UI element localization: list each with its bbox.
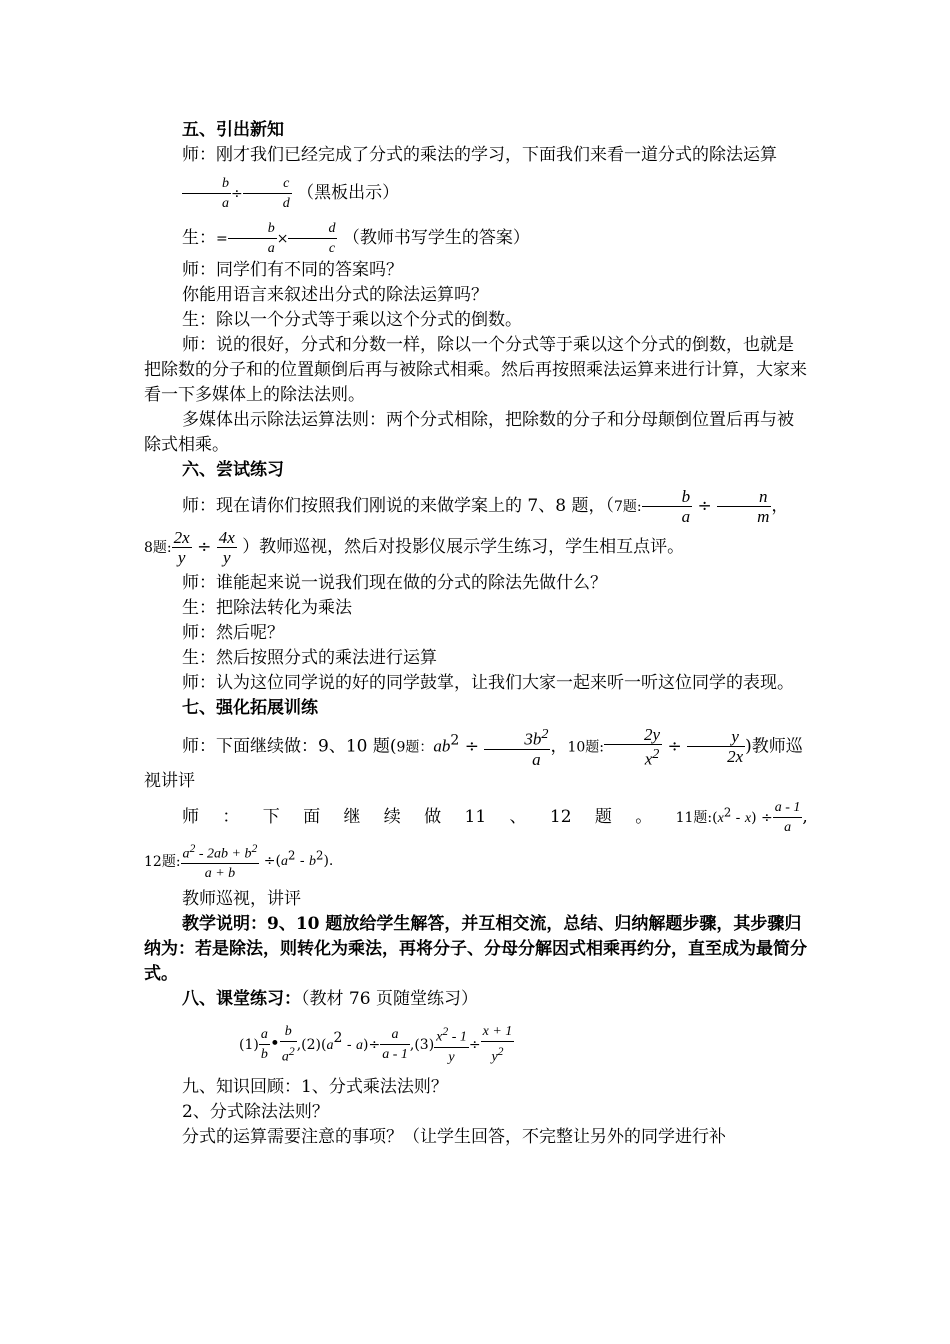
dialog-4: 生：然后按照分式的乘法进行运算 xyxy=(182,648,437,668)
review-3: 分式的运算需要注意的事项？（让学生回答，不完整让另外的同学进行补 xyxy=(182,1126,726,1147)
exercise-11-line: 师 ： 下 面 继 续 做 11 、 12 题 。 11题$:(x^2 - x)$ ÷ $\frac{a - 1}{a}$ , xyxy=(182,799,808,835)
section-8-line: 八、课堂练习：（教材 76 页随堂练习） xyxy=(182,989,478,1010)
section-7-title: 七、强化拓展训练 xyxy=(182,698,318,718)
exercise-8-line: 8题: $\frac{2x}{y}$ ÷ $\frac{4x}{y}$ ）教师巡视，然后对投影仪展示学生练习，学生相互点评。 xyxy=(144,528,685,567)
dialog-3: 师：然后呢？ xyxy=(182,623,284,643)
section-6-title: 六、尝试练习 xyxy=(182,460,284,480)
teacher-intro: 师：刚才我们已经完成了分式的乘法的学习，下面我们来看一道分式的除法运算 xyxy=(182,145,777,165)
formula-b-over-a-div-c-over-d: $\frac{b}{a}$ ÷ $\frac{c}{d}$ （黑板出示） xyxy=(144,174,808,213)
practice-formulas: (1) $\frac{a}{b}$ • $\frac{b}{a^2}$ $,(2)(a^2 - a)\div$ $\frac{a}{a - 1}$ ,(3) $\frac{x^2 - 1}{y}$ ÷ $\frac{x + 1}{y^2}$ xyxy=(239,1024,513,1065)
review-1: 九、知识回顾：1、分式乘法法则？ xyxy=(182,1076,448,1097)
exercise-12-line: 12题: $\frac{a^2 - 2ab + b^2}{a + b}$ $\div(a^2 - b^2)$. xyxy=(144,839,808,884)
formula-11: 11题$:(x^2 - x)$ ÷ $\frac{a - 1}{a}$ , xyxy=(675,799,808,835)
division-rule: 多媒体出示除法运算法则：两个分式相除，把除数的分子和分母颠倒位置后再与被除式相乘。 xyxy=(144,410,794,455)
review-2: 2、分式除法法则？ xyxy=(182,1101,329,1122)
teaching-note: 教学说明：9、10 题放给学生解答，并互相交流，总结、归纳解题步骤，其步骤归纳为：若是除法，则转化为乘法，再将分子、分母分解因式相乘再约分，直至成为最简分式。 xyxy=(144,914,807,985)
student-reply: 生：除以一个分式等于乘以这个分式的倒数。 xyxy=(182,310,522,330)
dialog-2: 生：把除法转化为乘法 xyxy=(182,598,352,618)
teacher-explanation: 师：说的很好，分式和分数一样，除以一个分式等于乘以这个分式的倒数，也就是把除数的分子和的位置颠倒后再与被除式相乘。然后再按照乘法运算来进行计算，大家来看一下多媒体上的除法法则。 xyxy=(144,335,807,405)
question-line: 你能用语言来叙述出分式的除法运算吗？ xyxy=(182,285,488,305)
exercise-7-line: 师：现在请你们按照我们刚说的来做学案上的 7、8 题，（7题: $\frac{b}{a}$ ÷ $\frac{n}{m}$ ， xyxy=(182,487,789,526)
section-5-title: 五、引出新知 xyxy=(182,120,284,140)
dialog-5: 师：认为这位同学说的好的同学鼓掌，让我们大家一起来听一听这位同学的表现。 xyxy=(182,673,794,693)
student-answer: 生：= $\frac{b}{a}$ × $\frac{d}{c}$ （教师书写学生的答案） xyxy=(182,221,530,256)
exercise-9-10-line: 师：下面继续做：9、10 题(9题：$ab^2$ ÷ $\frac{3b^2}{a}$ ，10题: $\frac{2y}{x^2}$ ÷ $\frac{y}{2x}$ )教师巡视讲评 xyxy=(144,725,803,791)
dialog-1: 师：谁能起来说一说我们现在做的分式的除法先做什么？ xyxy=(182,573,607,593)
teacher-review: 教师巡视，讲评 xyxy=(182,889,301,910)
teacher-question: 师：同学们有不同的答案吗？ xyxy=(182,260,403,280)
document-page xyxy=(144,118,808,1150)
